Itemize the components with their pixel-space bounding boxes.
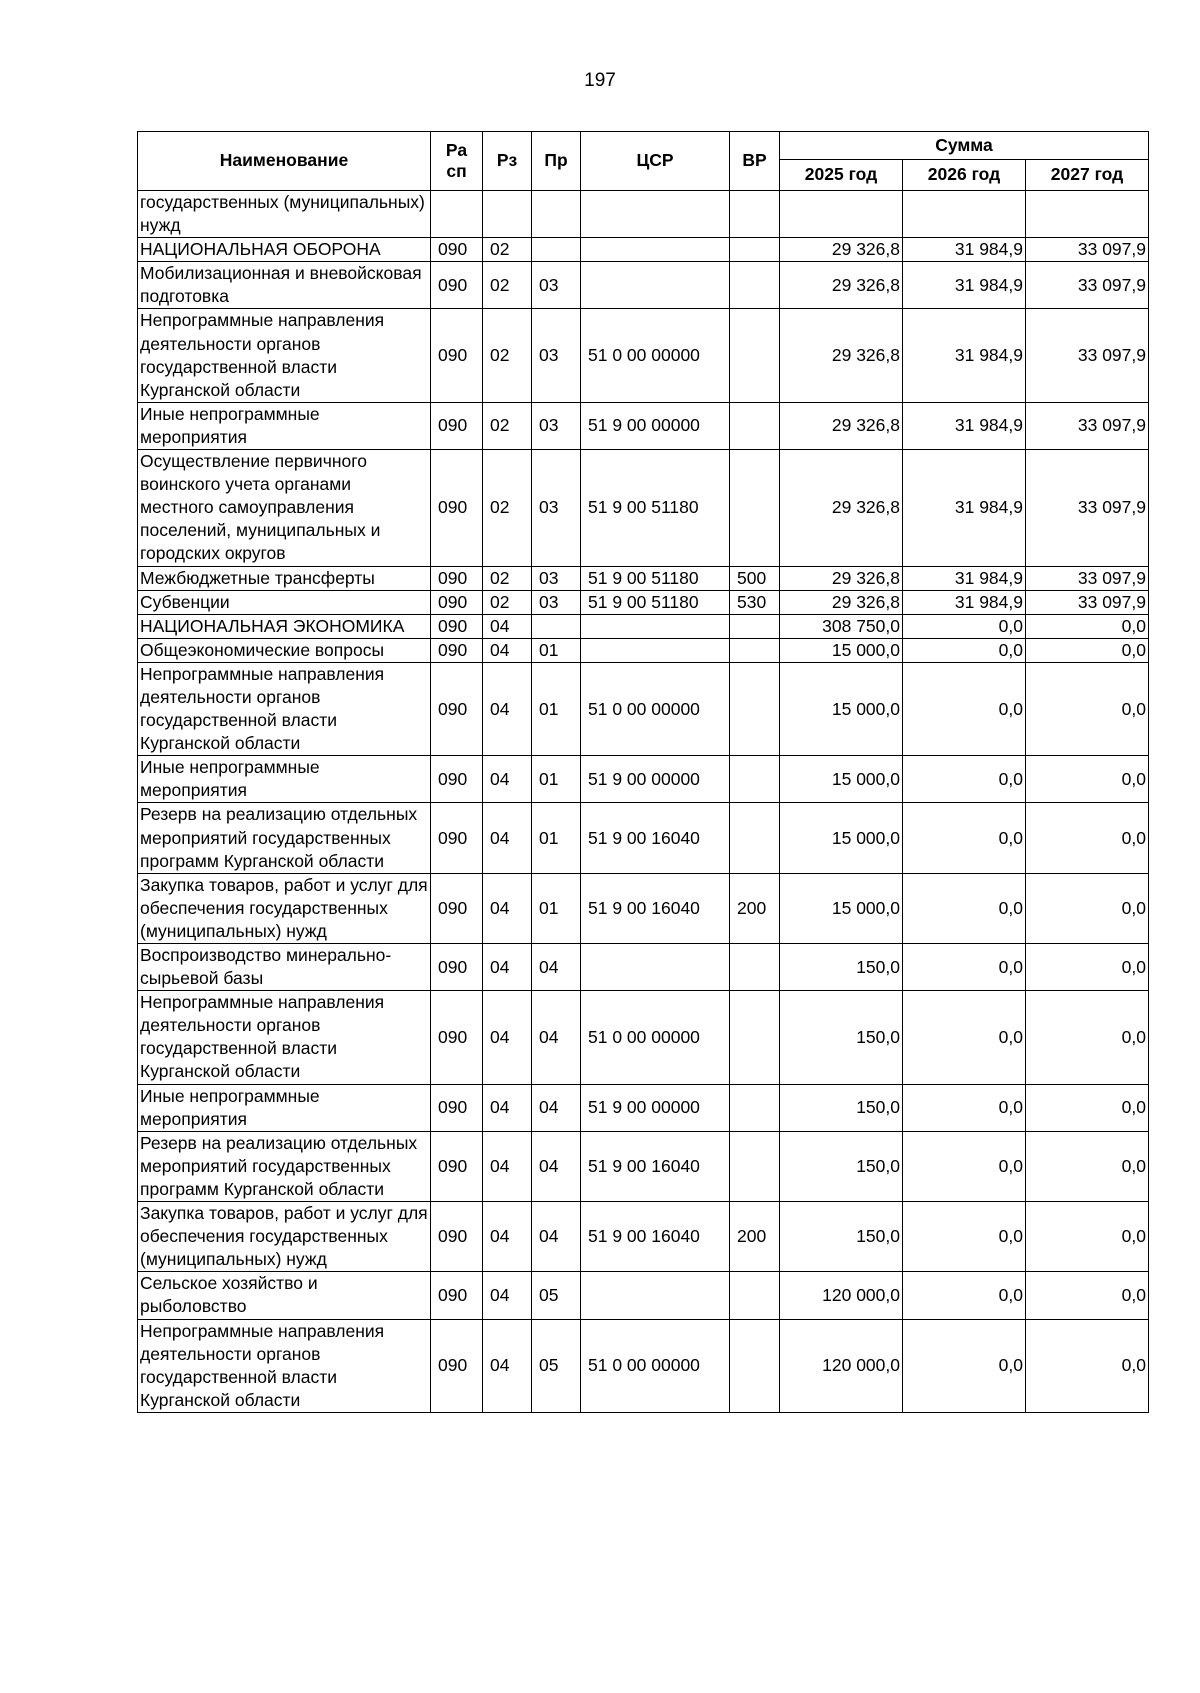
cell-rasp: 090 bbox=[431, 402, 483, 449]
cell-csr: 51 9 00 16040 bbox=[581, 1202, 730, 1272]
table-row bbox=[138, 590, 1149, 614]
cell-2027: 33 097,9 bbox=[1026, 262, 1149, 309]
cell-vr bbox=[730, 238, 780, 262]
cell-name: Непрограммные направления деятельности органов государственной власти Курганской области bbox=[138, 662, 431, 755]
cell-csr: 51 9 00 00000 bbox=[581, 756, 730, 803]
cell-2025: 29 326,8 bbox=[780, 238, 903, 262]
cell-vr bbox=[730, 638, 780, 662]
cell-rasp: 090 bbox=[431, 873, 483, 943]
table-row bbox=[138, 638, 1149, 662]
cell-pr: 03 bbox=[532, 309, 581, 402]
cell-2026: 0,0 bbox=[903, 1202, 1026, 1272]
cell-pr: 01 bbox=[532, 803, 581, 873]
cell-name: Закупка товаров, работ и услуг для обеспечения государственных (муниципальных) нужд bbox=[138, 873, 431, 943]
cell-name: Сельское хозяйство и рыболовство bbox=[138, 1272, 431, 1319]
cell-rz: 04 bbox=[483, 1202, 532, 1272]
cell-rasp: 090 bbox=[431, 590, 483, 614]
cell-name: Иные непрограммные мероприятия bbox=[138, 756, 431, 803]
cell-vr: 500 bbox=[730, 566, 780, 590]
cell-2026 bbox=[903, 191, 1026, 238]
cell-2027: 0,0 bbox=[1026, 991, 1149, 1084]
cell-2026: 31 984,9 bbox=[903, 309, 1026, 402]
table-row bbox=[138, 450, 1149, 566]
cell-csr: 51 0 00 00000 bbox=[581, 991, 730, 1084]
cell-2027: 33 097,9 bbox=[1026, 566, 1149, 590]
cell-pr: 03 bbox=[532, 262, 581, 309]
table-row bbox=[138, 566, 1149, 590]
cell-2026: 0,0 bbox=[903, 662, 1026, 755]
cell-csr bbox=[581, 191, 730, 238]
cell-2025: 29 326,8 bbox=[780, 402, 903, 449]
cell-2025: 15 000,0 bbox=[780, 756, 903, 803]
table-row bbox=[138, 1084, 1149, 1131]
cell-name: Мобилизационная и вневойсковая подготовка bbox=[138, 262, 431, 309]
table-row bbox=[138, 262, 1149, 309]
cell-csr bbox=[581, 238, 730, 262]
table-header bbox=[138, 132, 1149, 191]
cell-vr bbox=[730, 614, 780, 638]
cell-2025: 150,0 bbox=[780, 1202, 903, 1272]
cell-2027: 0,0 bbox=[1026, 803, 1149, 873]
cell-rz: 02 bbox=[483, 402, 532, 449]
header-rz: Рз bbox=[483, 132, 532, 191]
cell-2027: 0,0 bbox=[1026, 944, 1149, 991]
header-vr: ВР bbox=[730, 132, 780, 191]
cell-name: НАЦИОНАЛЬНАЯ ОБОРОНА bbox=[138, 238, 431, 262]
cell-vr: 530 bbox=[730, 590, 780, 614]
cell-vr: 200 bbox=[730, 1202, 780, 1272]
table-row bbox=[138, 662, 1149, 755]
cell-2026: 0,0 bbox=[903, 638, 1026, 662]
cell-rz: 04 bbox=[483, 614, 532, 638]
cell-rasp: 090 bbox=[431, 638, 483, 662]
cell-pr bbox=[532, 238, 581, 262]
cell-2025: 29 326,8 bbox=[780, 566, 903, 590]
cell-csr: 51 0 00 00000 bbox=[581, 662, 730, 755]
cell-vr bbox=[730, 262, 780, 309]
cell-2027: 33 097,9 bbox=[1026, 402, 1149, 449]
cell-rz: 04 bbox=[483, 1131, 532, 1201]
cell-rasp: 090 bbox=[431, 944, 483, 991]
cell-csr: 51 9 00 51180 bbox=[581, 590, 730, 614]
header-rasp: Ра сп bbox=[431, 132, 483, 191]
cell-rz: 02 bbox=[483, 238, 532, 262]
cell-rz: 04 bbox=[483, 1272, 532, 1319]
cell-rz: 02 bbox=[483, 566, 532, 590]
cell-csr bbox=[581, 944, 730, 991]
cell-name: НАЦИОНАЛЬНАЯ ЭКОНОМИКА bbox=[138, 614, 431, 638]
cell-2026: 0,0 bbox=[903, 1131, 1026, 1201]
cell-rasp: 090 bbox=[431, 238, 483, 262]
cell-2026: 31 984,9 bbox=[903, 402, 1026, 449]
cell-rz: 04 bbox=[483, 991, 532, 1084]
cell-csr: 51 0 00 00000 bbox=[581, 1319, 730, 1412]
cell-2025: 150,0 bbox=[780, 1131, 903, 1201]
cell-csr bbox=[581, 262, 730, 309]
cell-2025: 29 326,8 bbox=[780, 590, 903, 614]
cell-2027: 0,0 bbox=[1026, 1319, 1149, 1412]
table-body bbox=[138, 191, 1149, 1413]
cell-vr bbox=[730, 1084, 780, 1131]
cell-2026: 31 984,9 bbox=[903, 238, 1026, 262]
table-row bbox=[138, 191, 1149, 238]
cell-rz: 04 bbox=[483, 756, 532, 803]
cell-rz: 04 bbox=[483, 873, 532, 943]
cell-csr: 51 9 00 51180 bbox=[581, 450, 730, 566]
cell-2027: 33 097,9 bbox=[1026, 590, 1149, 614]
cell-2026: 31 984,9 bbox=[903, 566, 1026, 590]
cell-2027: 0,0 bbox=[1026, 756, 1149, 803]
cell-rz bbox=[483, 191, 532, 238]
cell-csr bbox=[581, 614, 730, 638]
cell-rz: 04 bbox=[483, 1319, 532, 1412]
cell-2027: 0,0 bbox=[1026, 614, 1149, 638]
cell-name: Осуществление первичного воинского учета органами местного самоуправления поселений, муниципальных и городских округов bbox=[138, 450, 431, 566]
cell-rasp: 090 bbox=[431, 991, 483, 1084]
cell-csr: 51 9 00 16040 bbox=[581, 1131, 730, 1201]
cell-pr: 04 bbox=[532, 1131, 581, 1201]
cell-rasp: 090 bbox=[431, 803, 483, 873]
cell-2025: 150,0 bbox=[780, 944, 903, 991]
cell-vr bbox=[730, 991, 780, 1084]
cell-2026: 0,0 bbox=[903, 873, 1026, 943]
cell-vr bbox=[730, 944, 780, 991]
cell-rasp: 090 bbox=[431, 450, 483, 566]
cell-vr bbox=[730, 756, 780, 803]
cell-pr: 03 bbox=[532, 590, 581, 614]
cell-rasp bbox=[431, 191, 483, 238]
cell-rasp: 090 bbox=[431, 262, 483, 309]
cell-pr bbox=[532, 614, 581, 638]
cell-2025: 150,0 bbox=[780, 991, 903, 1084]
cell-rz: 04 bbox=[483, 638, 532, 662]
cell-2027: 33 097,9 bbox=[1026, 309, 1149, 402]
cell-name: Межбюджетные трансферты bbox=[138, 566, 431, 590]
cell-vr bbox=[730, 1319, 780, 1412]
cell-name: Субвенции bbox=[138, 590, 431, 614]
cell-2025: 15 000,0 bbox=[780, 873, 903, 943]
header-year-2027: 2027 год bbox=[1026, 160, 1149, 191]
cell-csr: 51 9 00 16040 bbox=[581, 803, 730, 873]
cell-csr: 51 9 00 00000 bbox=[581, 1084, 730, 1131]
cell-2025 bbox=[780, 191, 903, 238]
cell-pr: 04 bbox=[532, 944, 581, 991]
cell-name: государственных (муниципальных) нужд bbox=[138, 191, 431, 238]
cell-2025: 29 326,8 bbox=[780, 262, 903, 309]
cell-vr bbox=[730, 309, 780, 402]
cell-2026: 31 984,9 bbox=[903, 450, 1026, 566]
cell-name: Иные непрограммные мероприятия bbox=[138, 402, 431, 449]
cell-pr: 04 bbox=[532, 1202, 581, 1272]
cell-2027: 0,0 bbox=[1026, 873, 1149, 943]
cell-csr: 51 0 00 00000 bbox=[581, 309, 730, 402]
header-csr: ЦСР bbox=[581, 132, 730, 191]
cell-csr bbox=[581, 1272, 730, 1319]
cell-2026: 0,0 bbox=[903, 614, 1026, 638]
cell-rasp: 090 bbox=[431, 614, 483, 638]
cell-pr: 01 bbox=[532, 873, 581, 943]
cell-rasp: 090 bbox=[431, 1131, 483, 1201]
table-row bbox=[138, 238, 1149, 262]
cell-rasp: 090 bbox=[431, 1272, 483, 1319]
budget-table bbox=[137, 131, 1149, 1413]
cell-rasp: 090 bbox=[431, 1319, 483, 1412]
header-sum: Сумма bbox=[780, 132, 1149, 160]
cell-2026: 0,0 bbox=[903, 1319, 1026, 1412]
cell-csr: 51 9 00 51180 bbox=[581, 566, 730, 590]
cell-csr: 51 9 00 16040 bbox=[581, 873, 730, 943]
cell-2026: 0,0 bbox=[903, 1084, 1026, 1131]
cell-2025: 150,0 bbox=[780, 1084, 903, 1131]
table-row bbox=[138, 402, 1149, 449]
cell-2027 bbox=[1026, 191, 1149, 238]
cell-name: Непрограммные направления деятельности органов государственной власти Курганской области bbox=[138, 309, 431, 402]
table-row bbox=[138, 309, 1149, 402]
cell-2027: 0,0 bbox=[1026, 1084, 1149, 1131]
cell-pr: 01 bbox=[532, 662, 581, 755]
cell-rasp: 090 bbox=[431, 1202, 483, 1272]
cell-vr bbox=[730, 662, 780, 755]
cell-pr: 01 bbox=[532, 638, 581, 662]
cell-rz: 02 bbox=[483, 309, 532, 402]
cell-2026: 0,0 bbox=[903, 944, 1026, 991]
table-row bbox=[138, 1202, 1149, 1272]
cell-2025: 29 326,8 bbox=[780, 309, 903, 402]
cell-name: Общеэкономические вопросы bbox=[138, 638, 431, 662]
cell-name: Воспроизводство минерально-сырьевой базы bbox=[138, 944, 431, 991]
table-row bbox=[138, 873, 1149, 943]
cell-name: Резерв на реализацию отдельных мероприятий государственных программ Курганской области bbox=[138, 803, 431, 873]
table-row bbox=[138, 1131, 1149, 1201]
cell-2027: 0,0 bbox=[1026, 1202, 1149, 1272]
cell-2025: 120 000,0 bbox=[780, 1272, 903, 1319]
cell-vr bbox=[730, 1272, 780, 1319]
cell-2027: 33 097,9 bbox=[1026, 450, 1149, 566]
cell-2026: 31 984,9 bbox=[903, 590, 1026, 614]
cell-pr: 03 bbox=[532, 450, 581, 566]
cell-rasp: 090 bbox=[431, 566, 483, 590]
cell-pr: 05 bbox=[532, 1272, 581, 1319]
table-row bbox=[138, 756, 1149, 803]
cell-2026: 31 984,9 bbox=[903, 262, 1026, 309]
cell-vr: 200 bbox=[730, 873, 780, 943]
cell-2025: 120 000,0 bbox=[780, 1319, 903, 1412]
cell-rz: 02 bbox=[483, 450, 532, 566]
cell-pr: 03 bbox=[532, 402, 581, 449]
table-row bbox=[138, 991, 1149, 1084]
cell-pr: 04 bbox=[532, 1084, 581, 1131]
cell-2027: 0,0 bbox=[1026, 638, 1149, 662]
table-row bbox=[138, 803, 1149, 873]
cell-rz: 04 bbox=[483, 662, 532, 755]
cell-pr: 04 bbox=[532, 991, 581, 1084]
cell-rz: 04 bbox=[483, 803, 532, 873]
cell-2027: 0,0 bbox=[1026, 662, 1149, 755]
cell-name: Резерв на реализацию отдельных мероприятий государственных программ Курганской области bbox=[138, 1131, 431, 1201]
cell-rasp: 090 bbox=[431, 662, 483, 755]
cell-rz: 04 bbox=[483, 944, 532, 991]
cell-2025: 29 326,8 bbox=[780, 450, 903, 566]
cell-2025: 308 750,0 bbox=[780, 614, 903, 638]
cell-2027: 0,0 bbox=[1026, 1272, 1149, 1319]
table-row bbox=[138, 944, 1149, 991]
table-row bbox=[138, 1272, 1149, 1319]
cell-name: Непрограммные направления деятельности органов государственной власти Курганской области bbox=[138, 991, 431, 1084]
cell-rz: 02 bbox=[483, 262, 532, 309]
cell-2026: 0,0 bbox=[903, 1272, 1026, 1319]
cell-pr: 05 bbox=[532, 1319, 581, 1412]
cell-vr bbox=[730, 803, 780, 873]
header-pr: Пр bbox=[532, 132, 581, 191]
cell-pr: 03 bbox=[532, 566, 581, 590]
cell-name: Непрограммные направления деятельности органов государственной власти Курганской области bbox=[138, 1319, 431, 1412]
cell-2027: 33 097,9 bbox=[1026, 238, 1149, 262]
cell-csr bbox=[581, 638, 730, 662]
cell-2026: 0,0 bbox=[903, 756, 1026, 803]
cell-name: Закупка товаров, работ и услуг для обеспечения государственных (муниципальных) нужд bbox=[138, 1202, 431, 1272]
cell-2026: 0,0 bbox=[903, 803, 1026, 873]
cell-rasp: 090 bbox=[431, 756, 483, 803]
cell-pr bbox=[532, 191, 581, 238]
header-year-2025: 2025 год bbox=[780, 160, 903, 191]
cell-vr bbox=[730, 1131, 780, 1201]
cell-2025: 15 000,0 bbox=[780, 638, 903, 662]
cell-2026: 0,0 bbox=[903, 991, 1026, 1084]
cell-vr bbox=[730, 450, 780, 566]
cell-2027: 0,0 bbox=[1026, 1131, 1149, 1201]
cell-name: Иные непрограммные мероприятия bbox=[138, 1084, 431, 1131]
cell-vr bbox=[730, 402, 780, 449]
header-name: Наименование bbox=[138, 132, 431, 191]
header-year-2026: 2026 год bbox=[903, 160, 1026, 191]
cell-rz: 04 bbox=[483, 1084, 532, 1131]
table-row bbox=[138, 1319, 1149, 1412]
cell-pr: 01 bbox=[532, 756, 581, 803]
cell-2025: 15 000,0 bbox=[780, 803, 903, 873]
page-number: 197 bbox=[584, 70, 616, 91]
table-row bbox=[138, 614, 1149, 638]
cell-vr bbox=[730, 191, 780, 238]
cell-csr: 51 9 00 00000 bbox=[581, 402, 730, 449]
cell-rasp: 090 bbox=[431, 309, 483, 402]
cell-rasp: 090 bbox=[431, 1084, 483, 1131]
cell-2025: 15 000,0 bbox=[780, 662, 903, 755]
cell-rz: 02 bbox=[483, 590, 532, 614]
